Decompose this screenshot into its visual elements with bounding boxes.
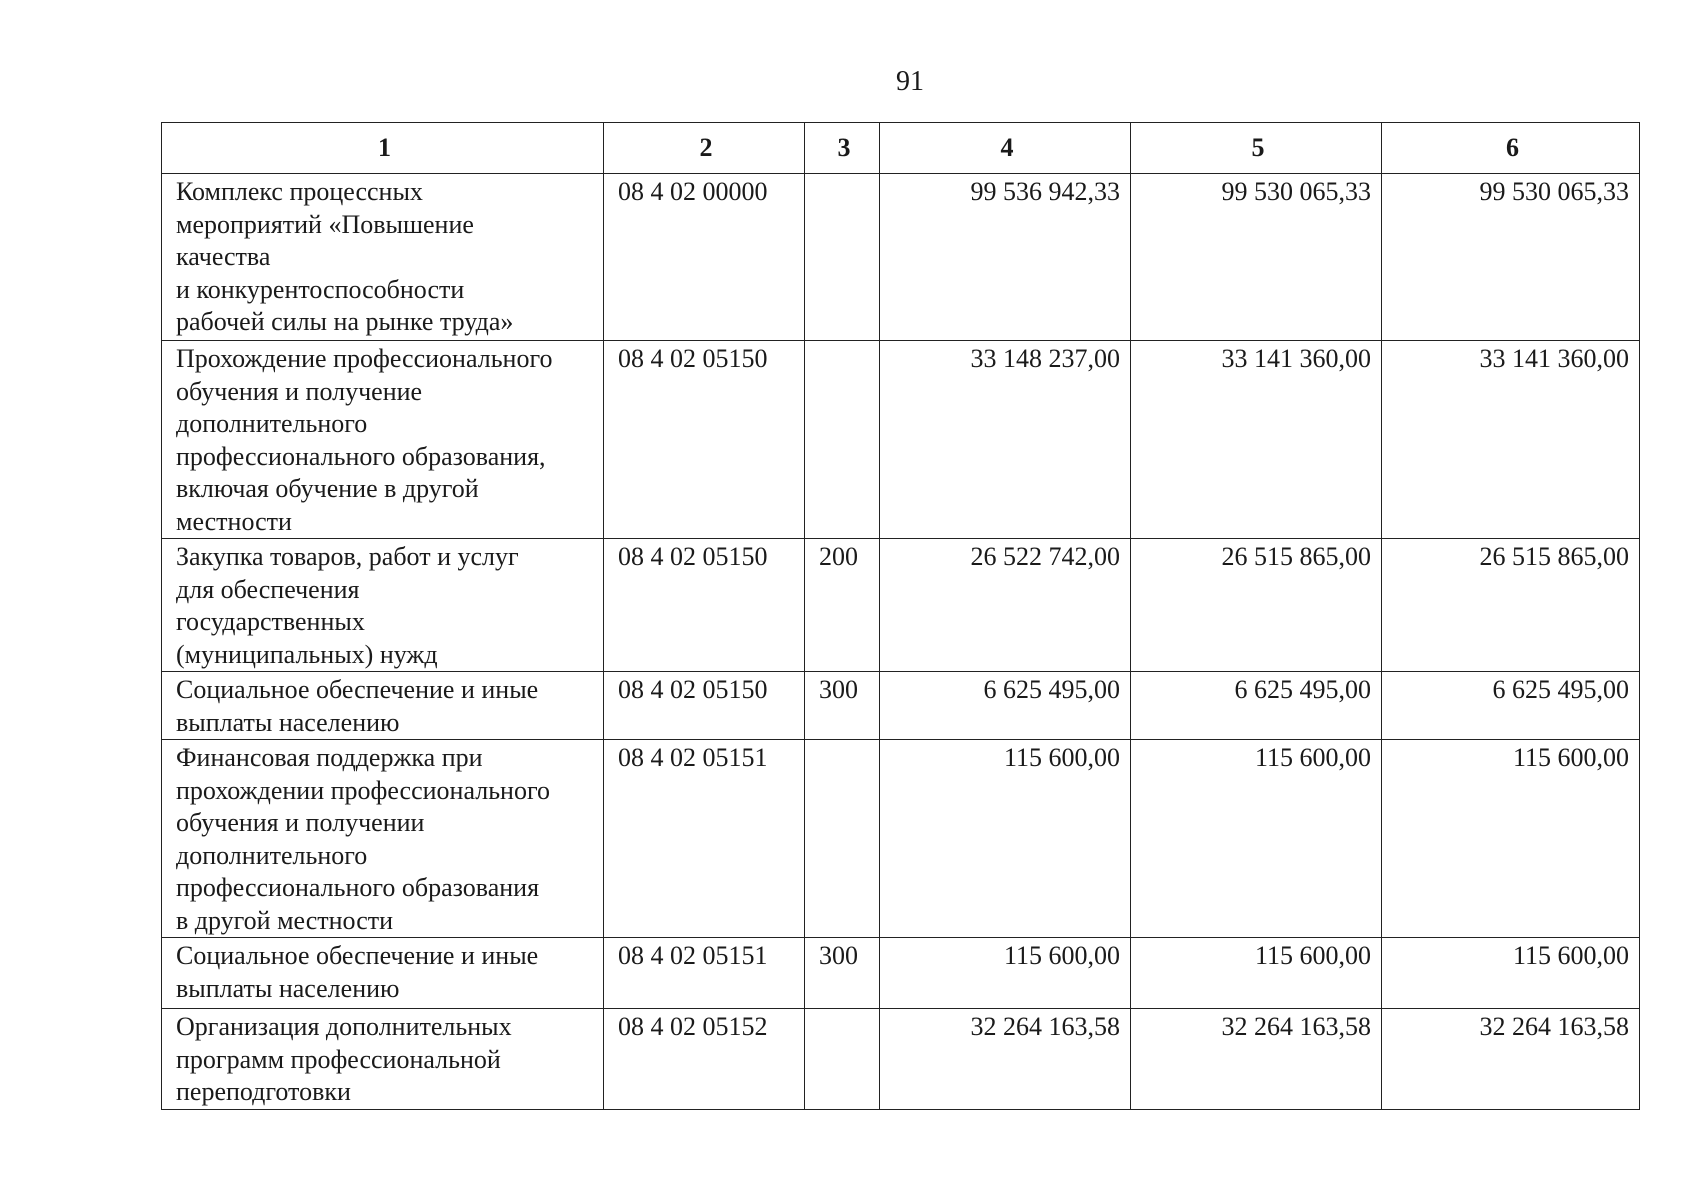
row-name: Социальное обеспечение и иные выплаты населению xyxy=(162,672,604,740)
row-target-code: 08 4 02 00000 xyxy=(604,174,805,341)
header-col-5: 5 xyxy=(1131,123,1382,174)
row-amount-col5: 99 530 065,33 xyxy=(1131,174,1382,341)
table-row xyxy=(162,672,1640,740)
row-amount-col6: 115 600,00 xyxy=(1382,740,1640,938)
row-amount-col6: 32 264 163,58 xyxy=(1382,1009,1640,1110)
table-row xyxy=(162,938,1640,1009)
header-col-3: 3 xyxy=(805,123,880,174)
row-amount-col6: 26 515 865,00 xyxy=(1382,539,1640,672)
table-row xyxy=(162,539,1640,672)
row-amount-col6: 6 625 495,00 xyxy=(1382,672,1640,740)
row-name: Социальное обеспечение и иные выплаты населению xyxy=(162,938,604,1009)
row-target-code: 08 4 02 05150 xyxy=(604,341,805,539)
row-expense-type: 200 xyxy=(805,539,880,672)
row-expense-type xyxy=(805,1009,880,1110)
row-amount-col5: 32 264 163,58 xyxy=(1131,1009,1382,1110)
header-row xyxy=(162,123,1640,174)
row-amount-col6: 99 530 065,33 xyxy=(1382,174,1640,341)
row-target-code: 08 4 02 05150 xyxy=(604,539,805,672)
row-amount-col4: 99 536 942,33 xyxy=(880,174,1131,341)
table-row xyxy=(162,740,1640,938)
row-name: Комплекс процессных мероприятий «Повышение качества и конкурентоспособности рабочей силы на рынке труда» xyxy=(162,174,604,341)
row-amount-col4: 32 264 163,58 xyxy=(880,1009,1131,1110)
budget-table xyxy=(161,122,1640,1110)
row-amount-col5: 6 625 495,00 xyxy=(1131,672,1382,740)
row-expense-type: 300 xyxy=(805,672,880,740)
row-amount-col4: 26 522 742,00 xyxy=(880,539,1131,672)
row-amount-col4: 33 148 237,00 xyxy=(880,341,1131,539)
header-col-2: 2 xyxy=(604,123,805,174)
row-amount-col5: 115 600,00 xyxy=(1131,938,1382,1009)
row-expense-type xyxy=(805,740,880,938)
header-col-4: 4 xyxy=(880,123,1131,174)
row-amount-col4: 115 600,00 xyxy=(880,938,1131,1009)
row-name: Финансовая поддержка при прохождении профессионального обучения и получении дополнительного профессионального образования в другой местности xyxy=(162,740,604,938)
row-target-code: 08 4 02 05150 xyxy=(604,672,805,740)
table-row xyxy=(162,341,1640,539)
header-col-1: 1 xyxy=(162,123,604,174)
row-target-code: 08 4 02 05151 xyxy=(604,938,805,1009)
row-amount-col5: 115 600,00 xyxy=(1131,740,1382,938)
table-row xyxy=(162,1009,1640,1110)
row-target-code: 08 4 02 05151 xyxy=(604,740,805,938)
row-target-code: 08 4 02 05152 xyxy=(604,1009,805,1110)
row-expense-type xyxy=(805,174,880,341)
page-number: 91 xyxy=(896,66,924,97)
row-name: Закупка товаров, работ и услуг для обеспечения государственных (муниципальных) нужд xyxy=(162,539,604,672)
row-amount-col5: 26 515 865,00 xyxy=(1131,539,1382,672)
row-amount-col6: 115 600,00 xyxy=(1382,938,1640,1009)
row-name: Прохождение профессионального обучения и получение дополнительного профессионального образования, включая обучение в другой местности xyxy=(162,341,604,539)
row-amount-col4: 6 625 495,00 xyxy=(880,672,1131,740)
table-row xyxy=(162,174,1640,341)
header-col-6: 6 xyxy=(1382,123,1640,174)
row-amount-col4: 115 600,00 xyxy=(880,740,1131,938)
row-expense-type: 300 xyxy=(805,938,880,1009)
row-expense-type xyxy=(805,341,880,539)
row-amount-col6: 33 141 360,00 xyxy=(1382,341,1640,539)
row-name: Организация дополнительных программ профессиональной переподготовки xyxy=(162,1009,604,1110)
row-amount-col5: 33 141 360,00 xyxy=(1131,341,1382,539)
